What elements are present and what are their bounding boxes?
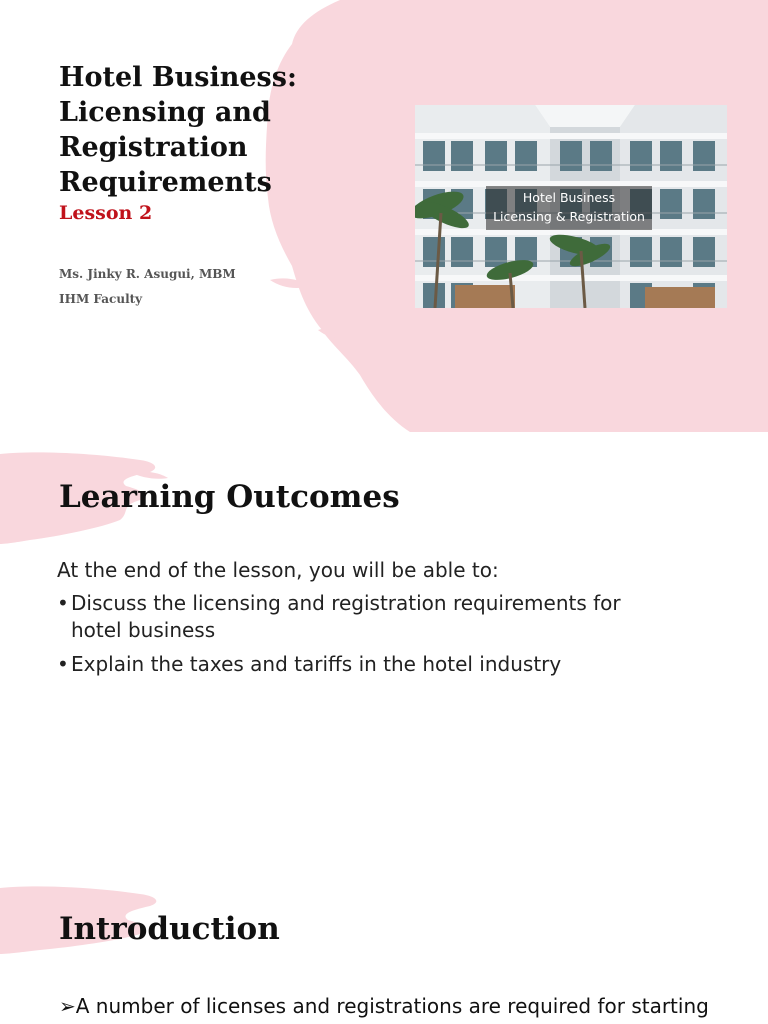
point-text: A number of licenses and registrations are required for starting <box>75 994 709 1018</box>
lesson-number: Lesson 2 <box>59 202 153 224</box>
bullet-text: Discuss the licensing and registration requirements for <box>71 591 621 615</box>
bullet-dot-icon: • <box>57 591 69 615</box>
title-slide <box>0 0 768 432</box>
title-line: Licensing and <box>59 97 271 128</box>
caption-line: Licensing & Registration <box>493 209 645 224</box>
bullet-text: Explain the taxes and tariffs in the hotel industry <box>71 652 562 676</box>
arrow-bullet-icon: ➢ <box>59 994 76 1018</box>
section-heading: Introduction <box>59 911 280 947</box>
caption-line: Hotel Business <box>522 190 616 205</box>
section-heading: Learning Outcomes <box>59 479 400 515</box>
learning-outcomes-slide <box>0 432 768 864</box>
title-line: Registration <box>59 132 248 163</box>
author-info <box>59 262 236 312</box>
presentation-title <box>59 60 389 200</box>
outcome-list <box>57 590 677 685</box>
title-line: Hotel Business: <box>59 62 297 93</box>
image-caption <box>486 186 652 230</box>
intro-point <box>59 993 709 1020</box>
list-item <box>57 590 677 644</box>
bullet-text: hotel business <box>71 618 216 642</box>
list-item <box>57 651 677 678</box>
title-block <box>59 60 389 225</box>
introduction-slide <box>0 864 768 1024</box>
intro-text: At the end of the lesson, you will be able to: <box>57 558 499 582</box>
author-affiliation: IHM Faculty <box>59 292 143 306</box>
bullet-dot-icon: • <box>57 652 69 676</box>
title-line: Requirements <box>59 167 272 198</box>
author-name: Ms. Jinky R. Asugui, MBM <box>59 267 236 281</box>
